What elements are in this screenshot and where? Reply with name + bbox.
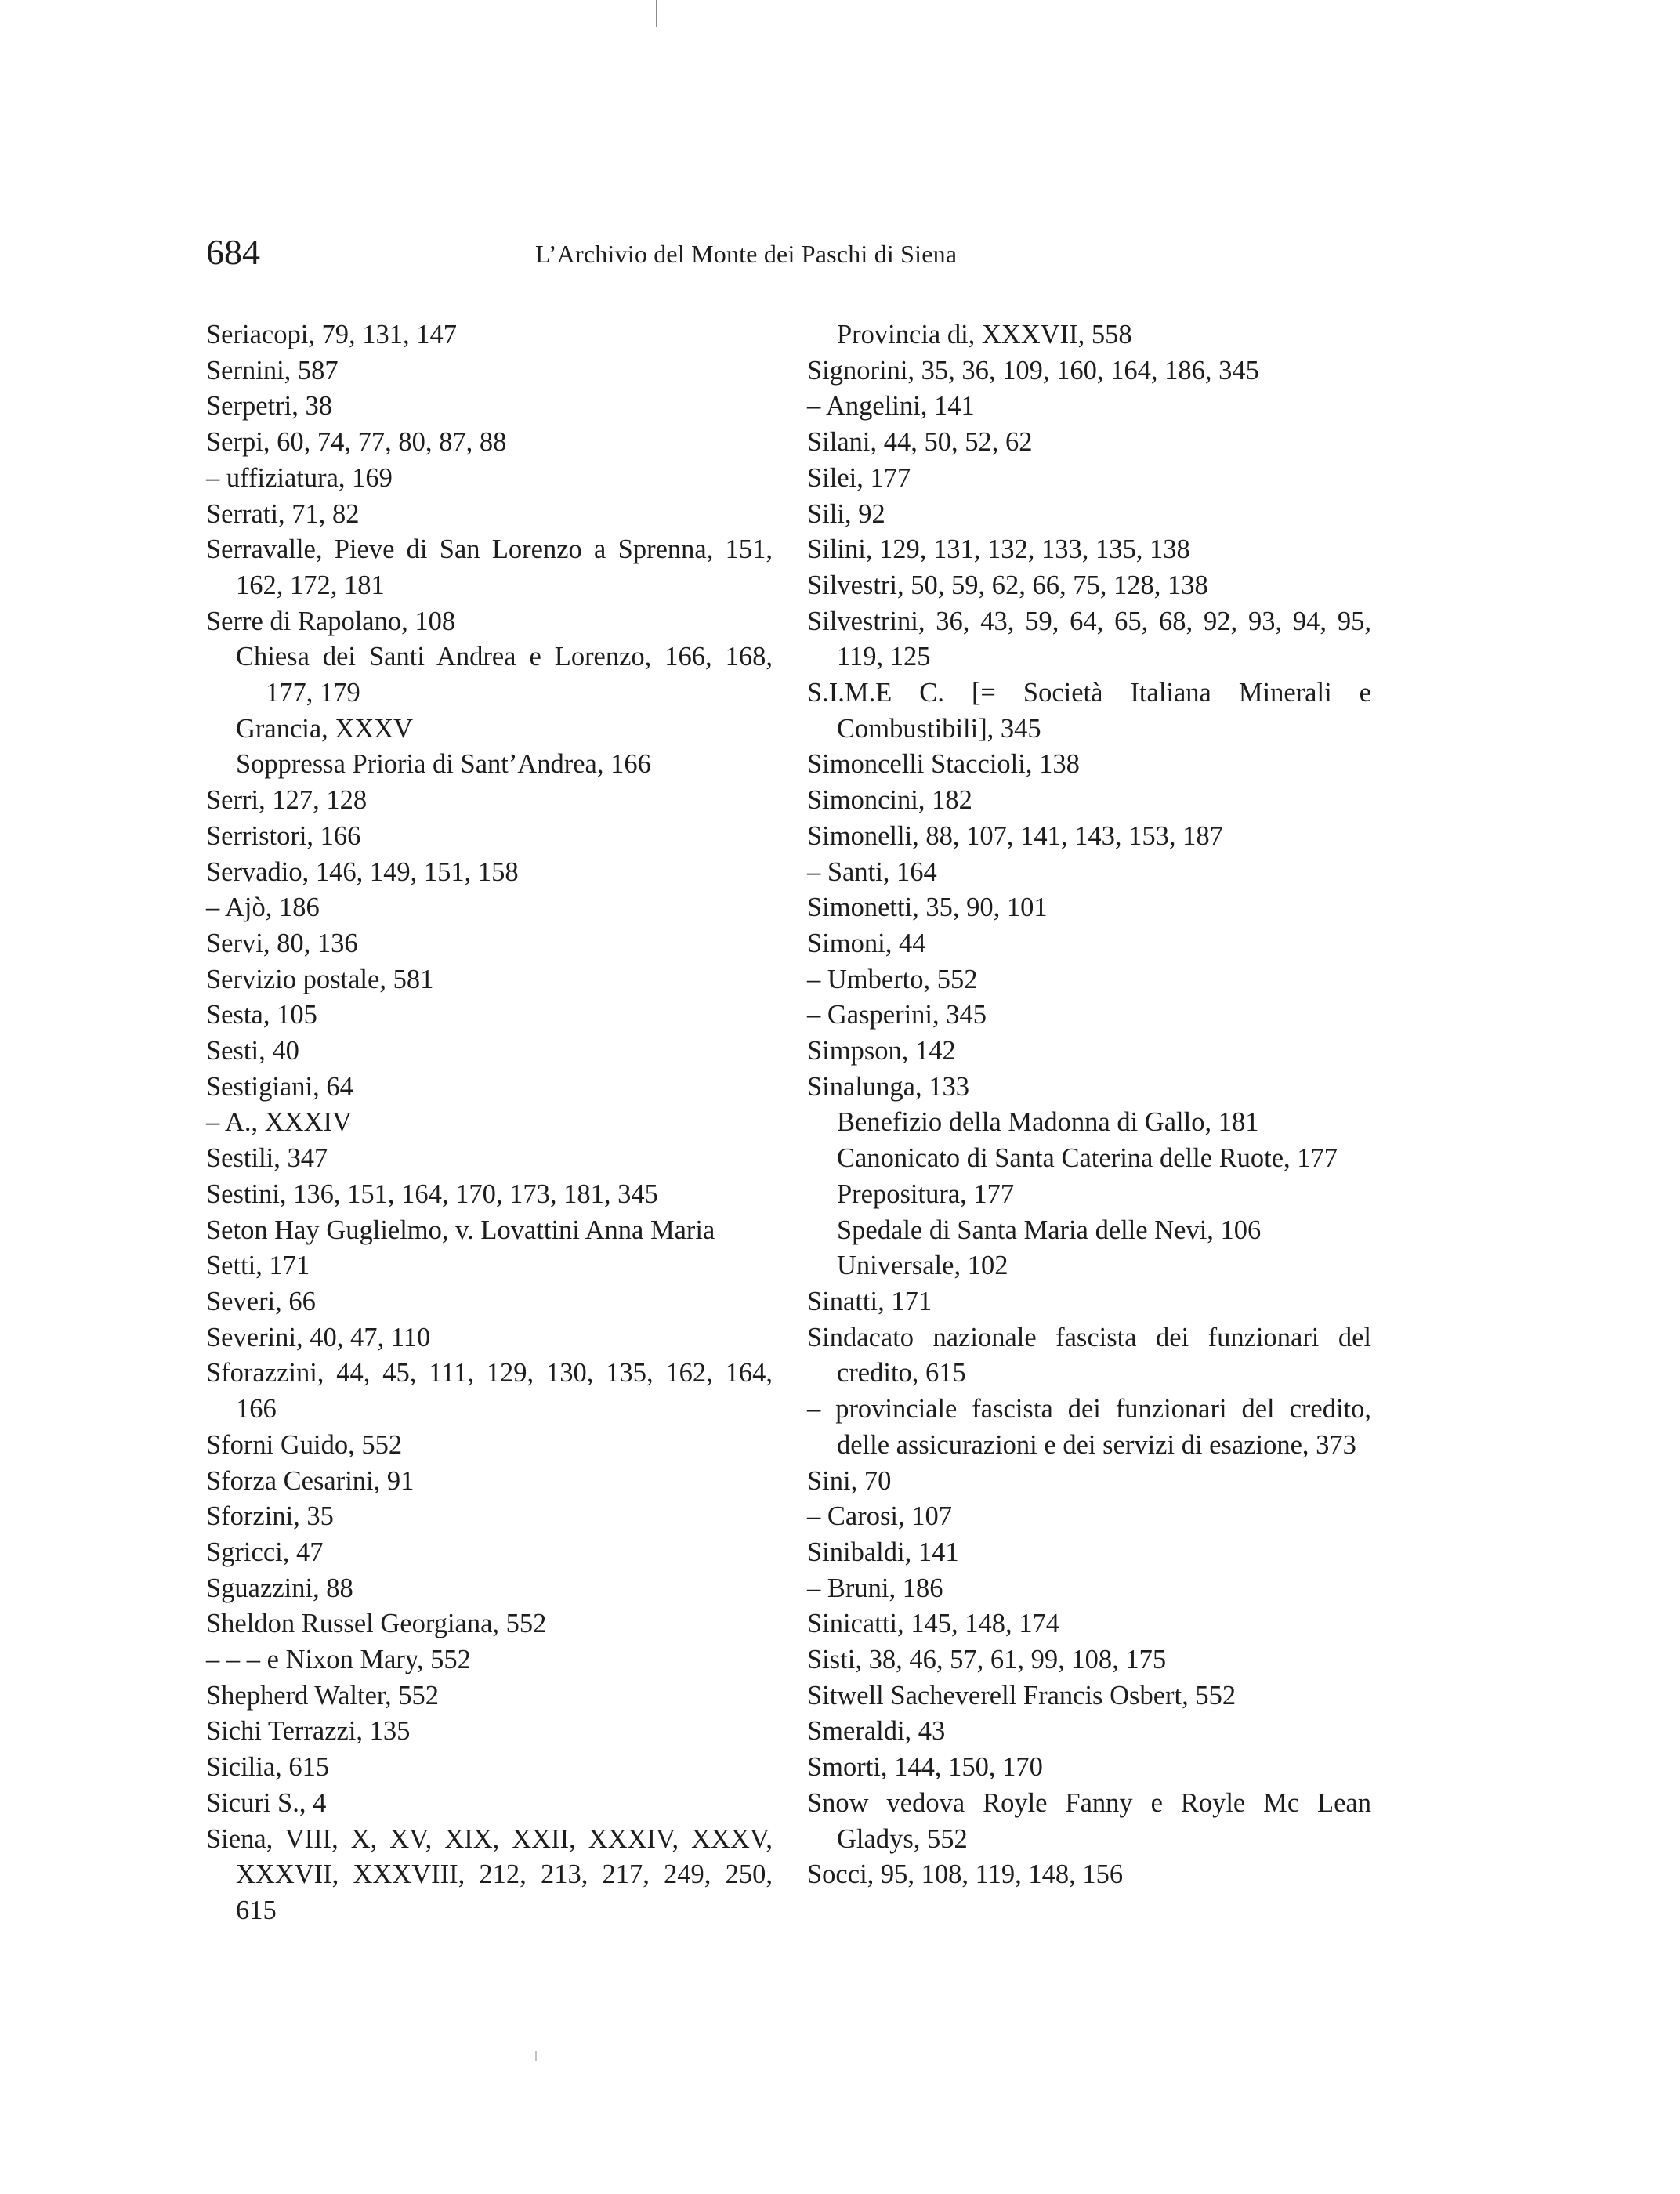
- index-entry: – Ajò, 186: [206, 892, 320, 923]
- index-entry: Smeraldi, 43: [807, 1716, 946, 1747]
- index-entry: Sheldon Russel Georgiana, 552: [206, 1609, 547, 1639]
- index-entry: Servadio, 146, 149, 151, 158: [206, 856, 519, 887]
- index-entry: – Bruni, 186: [807, 1573, 943, 1603]
- index-entry: Serpetri, 38: [206, 391, 332, 422]
- index-entry: Sestili, 347: [206, 1143, 328, 1174]
- index-entry: Signorini, 35, 36, 109, 160, 164, 186, 345: [807, 355, 1259, 386]
- index-entry: Shepherd Walter, 552: [206, 1680, 440, 1711]
- index-entry: Silei, 177: [807, 462, 911, 493]
- index-entry: Sichi Terrazzi, 135: [206, 1716, 411, 1747]
- scan-mark-bottom: [535, 2051, 537, 2061]
- index-entry: Simoni, 44: [807, 928, 926, 958]
- index-entry: Soppressa Prioria di Sant’Andrea, 166: [236, 749, 651, 780]
- index-entry: Serristori, 166: [206, 820, 361, 851]
- index-entry: Silini, 129, 131, 132, 133, 135, 138: [807, 534, 1190, 565]
- index-entry: Simoncini, 182: [807, 785, 972, 816]
- index-entry: – uffiziatura, 169: [206, 462, 393, 493]
- index-entry: – – – e Nixon Mary, 552: [206, 1645, 471, 1675]
- index-entry: Sernini, 587: [206, 355, 339, 386]
- index-entry: Snow vedova Royle Fanny e Royle Mc Lean Gladys, 552: [807, 1787, 1371, 1854]
- index-entry: Servizio postale, 581: [206, 964, 434, 994]
- index-entry: Serri, 127, 128: [206, 785, 368, 816]
- index-entry: Provincia di, XXXVII, 558: [837, 320, 1132, 349]
- index-entry: Simoncelli Staccioli, 138: [807, 749, 1080, 780]
- index-entry: Simonetti, 35, 90, 101: [807, 892, 1048, 923]
- index-entry: Servi, 80, 136: [206, 928, 358, 958]
- index-entry: Sini, 70: [807, 1465, 892, 1496]
- page-number: 684: [206, 232, 260, 272]
- index-entry: Sestini, 136, 151, 164, 170, 173, 181, 345: [206, 1178, 658, 1209]
- index-entry: Seton Hay Guglielmo, v. Lovattini Anna Maria: [206, 1215, 715, 1245]
- index-entry: Setti, 171: [206, 1251, 310, 1281]
- index-entry: – provinciale fascista dei funzionari del credito, delle assicurazioni e dei servizi di esazione, 373: [807, 1394, 1371, 1460]
- index-entry: Sinatti, 171: [807, 1286, 932, 1316]
- index-entry: – Gasperini, 345: [807, 1000, 987, 1030]
- index-column-left: [206, 317, 773, 1929]
- index-entry: Silvestrini, 36, 43, 59, 64, 65, 68, 92, 93, 94, 95, 119, 125: [807, 606, 1371, 672]
- index-entry: Smorti, 144, 150, 170: [807, 1752, 1043, 1783]
- index-entry: Sforzini, 35: [206, 1501, 334, 1532]
- index-entry: – Carosi, 107: [807, 1501, 952, 1532]
- index-entry: Benefizio della Madonna di Gallo, 181: [837, 1107, 1259, 1138]
- index-entry: Severini, 40, 47, 110: [206, 1322, 431, 1352]
- index-entry: Sicilia, 615: [206, 1752, 330, 1783]
- index-entry: Serpi, 60, 74, 77, 80, 87, 88: [206, 427, 507, 458]
- index-entry: Severi, 66: [206, 1286, 316, 1316]
- index-entry: Sestigiani, 64: [206, 1071, 353, 1102]
- index-entry: Simonelli, 88, 107, 141, 143, 153, 187: [807, 820, 1223, 851]
- index-entry: – Santi, 164: [807, 856, 937, 887]
- index-entry: Serravalle, Pieve di San Lorenzo a Sprenna, 151, 162, 172, 181: [206, 534, 773, 600]
- index-entry: Sinicatti, 145, 148, 174: [807, 1609, 1059, 1639]
- index-entry: Sisti, 38, 46, 57, 61, 99, 108, 175: [807, 1645, 1167, 1675]
- index-entry: Canonicato di Santa Caterina delle Ruote, 177: [837, 1143, 1338, 1174]
- index-entry: Sinibaldi, 141: [807, 1537, 959, 1567]
- index-entry: Seriacopi, 79, 131, 147: [206, 320, 458, 349]
- index-entry: Silvestri, 50, 59, 62, 66, 75, 128, 138: [807, 570, 1208, 600]
- index-entry: Sforza Cesarini, 91: [206, 1465, 415, 1496]
- index-entry: – A., XXXIV: [206, 1107, 352, 1138]
- index-entry: – Umberto, 552: [807, 964, 978, 994]
- index-entry: Prepositura, 177: [837, 1178, 1015, 1209]
- index-entry: Sicuri S., 4: [206, 1787, 327, 1818]
- index-entry: Spedale di Santa Maria delle Nevi, 106: [837, 1215, 1262, 1245]
- index-entry: Sguazzini, 88: [206, 1573, 353, 1603]
- index-entry: Sesta, 105: [206, 1000, 317, 1030]
- index-entry: Sgricci, 47: [206, 1537, 324, 1567]
- index-entry: Universale, 102: [837, 1251, 1008, 1281]
- index-entry: Sesti, 40: [206, 1036, 299, 1066]
- index-entry: Sitwell Sacheverell Francis Osbert, 552: [807, 1680, 1236, 1711]
- index-entry: – Angelini, 141: [807, 391, 975, 422]
- index-entry: Sforazzini, 44, 45, 111, 129, 130, 135, 162, 164, 166: [206, 1358, 773, 1425]
- index-entry: Sforni Guido, 552: [206, 1429, 403, 1460]
- scan-mark-top: [656, 0, 657, 27]
- running-title: L’Archivio del Monte dei Paschi di Siena: [535, 240, 958, 268]
- index-entry: Grancia, XXXV: [236, 713, 414, 744]
- index-entry: Serre di Rapolano, 108: [206, 606, 456, 636]
- index-entry: Chiesa dei Santi Andrea e Lorenzo, 166, 168, 177, 179: [236, 642, 773, 708]
- index-entry: Sinalunga, 133: [807, 1071, 969, 1102]
- index-entry: Silani, 44, 50, 52, 62: [807, 427, 1033, 458]
- index-column-right: [807, 317, 1371, 1893]
- index-entry: S.I.M.E C. [= Società Italiana Minerali e Combustibili], 345: [807, 678, 1371, 744]
- index-entry: Sindacato nazionale fascista dei funzionari del credito, 615: [807, 1322, 1371, 1388]
- index-entry: Serrati, 71, 82: [206, 498, 360, 529]
- index-entry: Sili, 92: [807, 498, 885, 529]
- index-entry: Simpson, 142: [807, 1036, 956, 1066]
- index-entry: Socci, 95, 108, 119, 148, 156: [807, 1859, 1124, 1890]
- index-entry: Siena, VIII, X, XV, XIX, XXII, XXXIV, XXXV, XXXVII, XXXVIII, 212, 213, 217, 249, 250, 615: [206, 1823, 773, 1925]
